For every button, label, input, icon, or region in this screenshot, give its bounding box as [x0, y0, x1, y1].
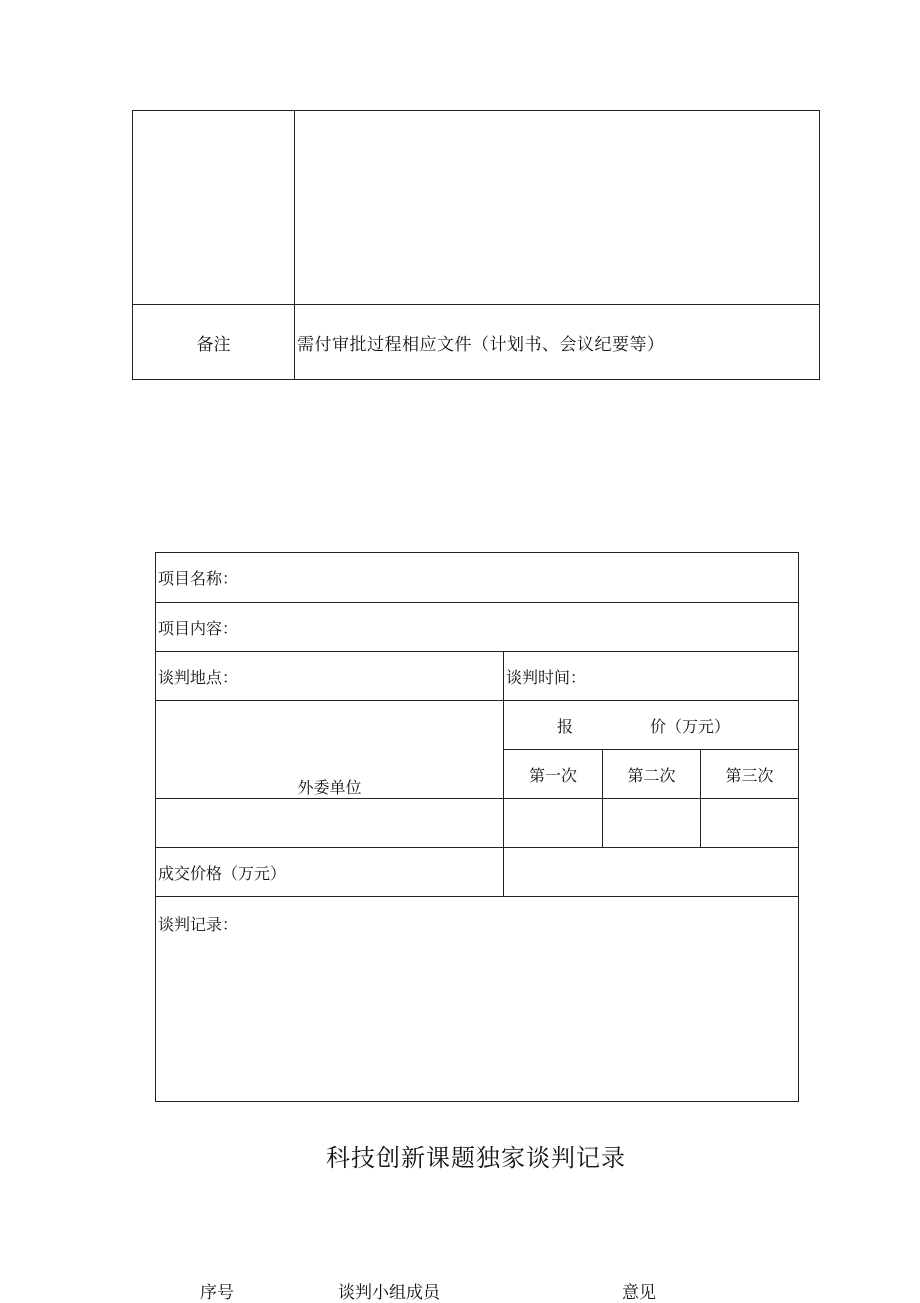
approval-table	[132, 110, 820, 380]
serial-label: 序号	[200, 1283, 234, 1303]
members-label: 谈判小组成员	[338, 1283, 440, 1303]
round-2-header: 第二次	[627, 766, 676, 785]
round-1-header: 第一次	[528, 766, 577, 785]
quote-header-right: 价（万元）	[650, 717, 731, 736]
round-3-header: 第三次	[725, 766, 774, 785]
location-label: 谈判地点：	[158, 668, 239, 687]
vendor-label: 外委单位	[297, 777, 362, 797]
time-label: 谈判时间：	[506, 668, 587, 687]
row-divider	[156, 651, 798, 652]
document-title: 科技创新课题独家谈判记录	[326, 1144, 626, 1172]
record-label: 谈判记录：	[158, 914, 239, 934]
project-content-label: 项目内容：	[158, 619, 239, 638]
deal-price-label: 成交价格（万元）	[158, 864, 287, 883]
column-divider	[294, 111, 295, 379]
row-divider	[156, 602, 798, 603]
project-name-label: 项目名称：	[158, 569, 239, 588]
quote-header-left: 报	[557, 717, 574, 736]
remark-value: 需付审批过程相应文件（计划书、会议纪要等）	[297, 335, 665, 355]
negotiation-table	[155, 552, 799, 1102]
opinion-label: 意见	[622, 1283, 656, 1303]
remark-label: 备注	[196, 335, 231, 355]
